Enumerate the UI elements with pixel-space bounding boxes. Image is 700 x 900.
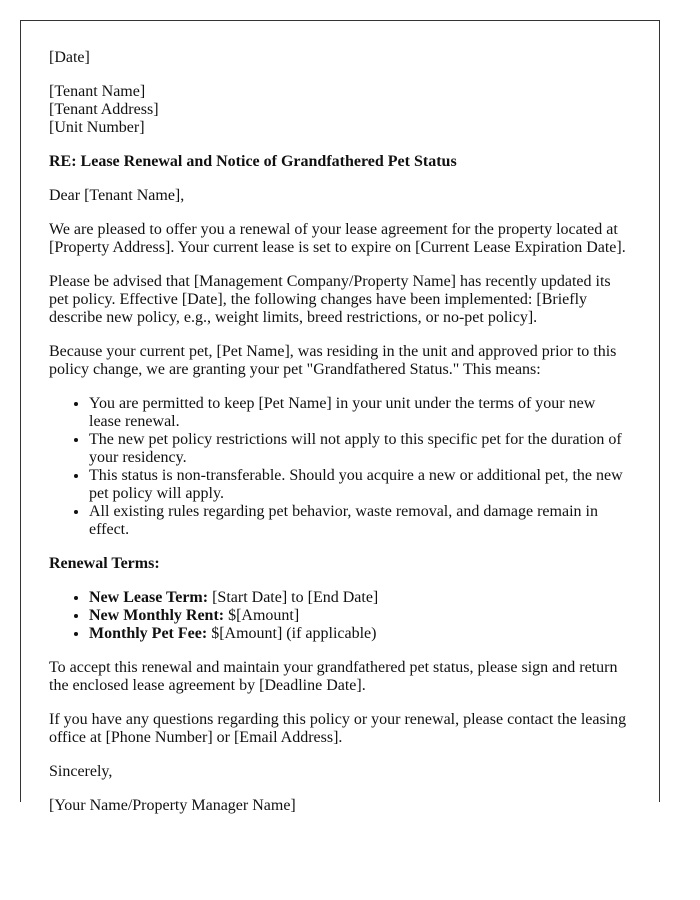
signoff: Sincerely, [49,763,113,780]
term-label: New Monthly Rent: [89,607,225,624]
status-point: • You are permitted to keep [Pet Name] in your unit under the terms of your new lease renewal. [89,395,631,431]
paragraph-renewal-offer: We are pleased to offer you a renewal of your lease agreement for the property located at [Property Address]. Your current lease is set to expire on [Current Lease Expiration Date]. [49,221,626,256]
renewal-terms-heading: Renewal Terms: [49,555,160,572]
status-point: • This status is non-transferable. Should you acquire a new or additional pet, the new pet policy will apply. [89,467,631,503]
recipient-block [49,83,631,137]
letter-content [21,21,659,815]
letter-page [20,20,660,814]
status-point: • All existing rules regarding pet behavior, waste removal, and damage remain in effect. [89,503,631,539]
renewal-term-pet-fee [89,625,631,643]
recipient-name: [Tenant Name] [49,83,146,100]
status-point: • The new pet policy restrictions will not apply to this specific pet for the duration of your residency. [89,431,631,467]
renewal-term-lease [89,589,631,607]
term-value: $[Amount] (if applicable) [207,625,377,642]
salutation: Dear [Tenant Name], [49,187,185,204]
term-label: Monthly Pet Fee: [89,625,208,642]
recipient-unit: [Unit Number] [49,119,145,136]
paragraph-contact: If you have any questions regarding this policy or your renewal, please contact the leasing office at [Phone Number] or [Email Address]. [49,711,627,746]
subject-line: RE: Lease Renewal and Notice of Grandfathered Pet Status [49,153,457,170]
paragraph-grandfathered: Because your current pet, [Pet Name], was residing in the unit and approved prior to this policy change, we are granting your pet "Grandfathered Status." This means: [49,343,617,378]
recipient-address: [Tenant Address] [49,101,159,118]
paragraph-accept: To accept this renewal and maintain your grandfathered pet status, please sign and return the enclosed lease agreement by [Deadline Date]. [49,659,618,694]
renewal-term-rent [89,607,631,625]
term-value: [Start Date] to [End Date] [208,589,379,606]
status-points-list [49,395,631,539]
signature: [Your Name/Property Manager Name] [49,797,296,814]
renewal-terms-list [49,589,631,643]
term-label: New Lease Term: [89,589,209,606]
letter-date: [Date] [49,49,90,66]
term-value: $[Amount] [224,607,300,624]
paragraph-policy-update: Please be advised that [Management Company/Property Name] has recently updated its pet policy. Effective [Date], the following changes have been implemented: [Briefly describe new policy, e.g., weight limits, breed restrictions, or no-pet policy]. [49,273,611,326]
